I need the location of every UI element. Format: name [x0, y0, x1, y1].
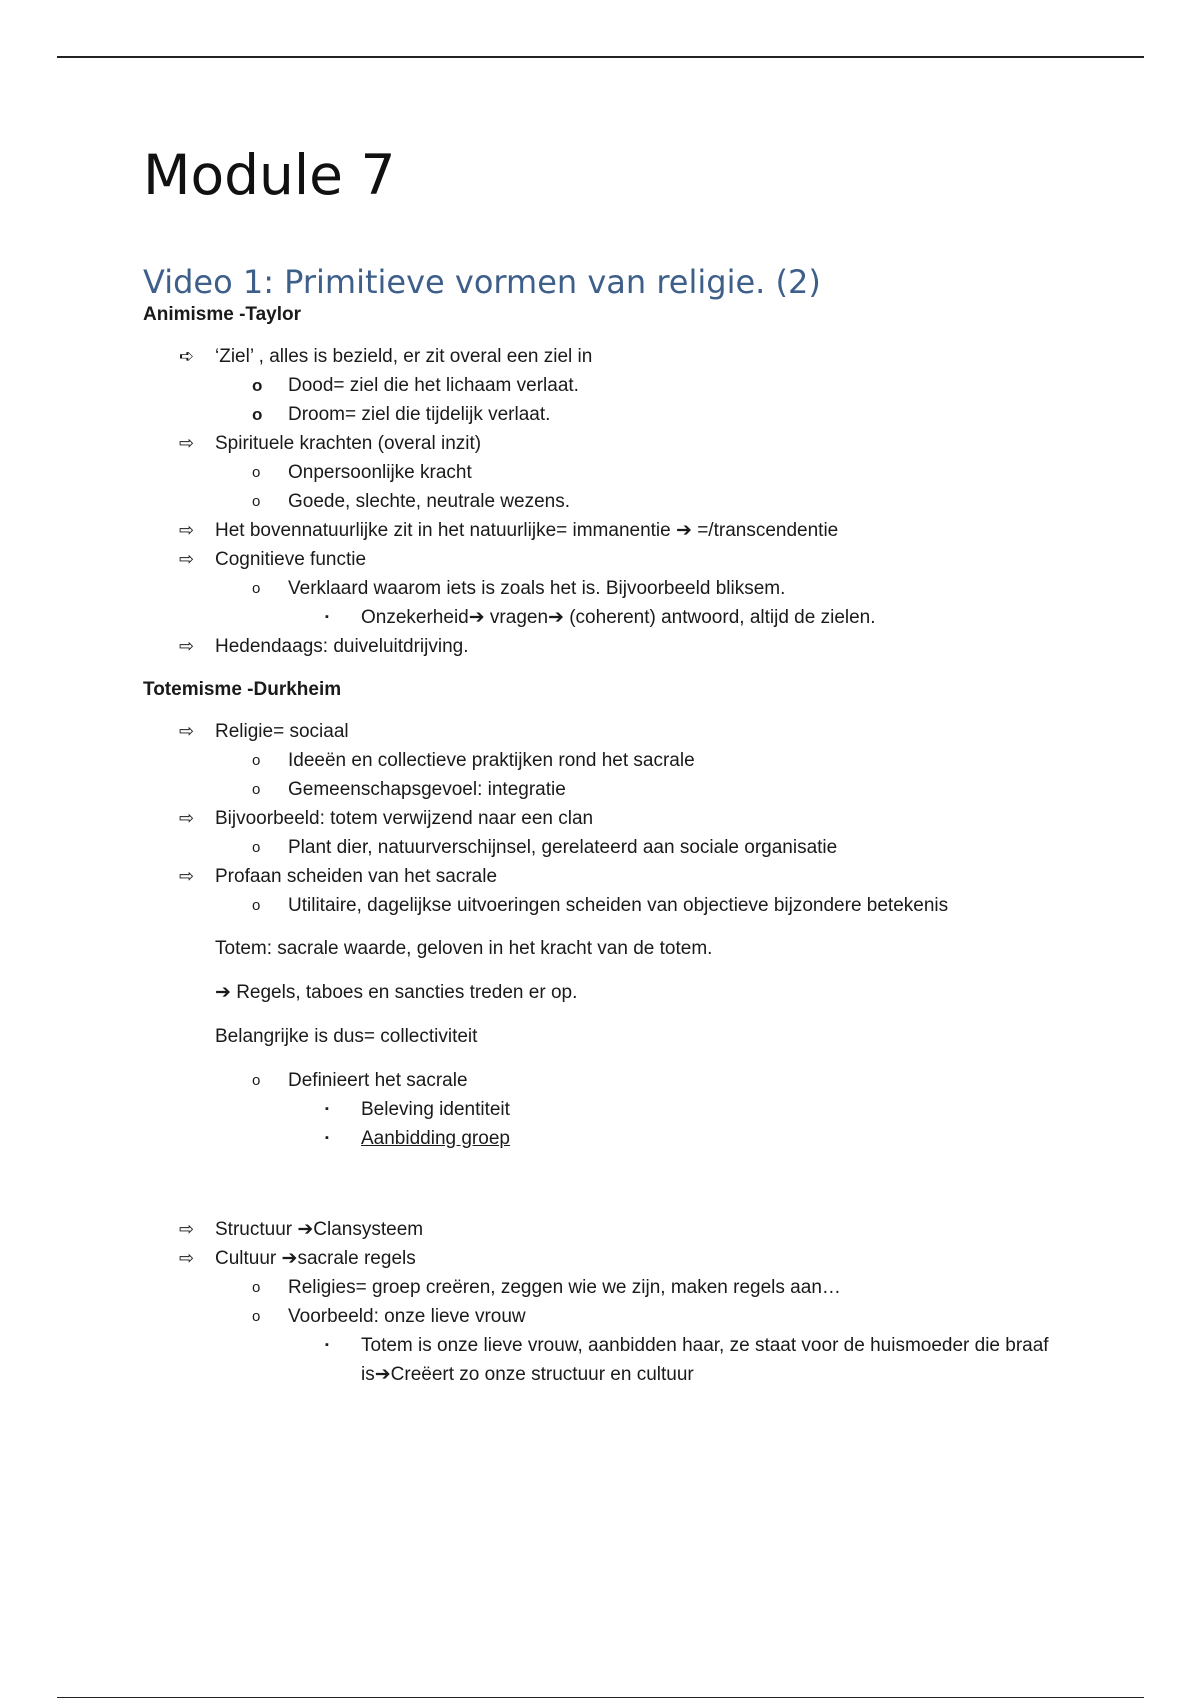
circle-bullet-icon: o [252, 1308, 261, 1325]
list-item: ▪ Onzekerheid➔ vragen➔ (coherent) antwoord, altijd de zielen. [143, 603, 1103, 632]
arrow-bullet-icon: ⇨ [179, 636, 195, 656]
arrow-right-icon: ➔ [468, 607, 485, 628]
list-item: o Plant dier, natuurverschijnsel, gerelateerd aan sociale organisatie [143, 833, 1103, 862]
circle-bullet-icon: o [252, 580, 261, 597]
arrow-right-icon: ➔ [297, 1219, 314, 1240]
list-item: ▪ Aanbidding groep [143, 1124, 1103, 1153]
circle-bullet-icon: o [252, 376, 263, 395]
circle-bullet-icon: o [252, 493, 261, 510]
list-item: ▪ Beleving identiteit [143, 1095, 1103, 1124]
circle-bullet-icon: o [252, 897, 261, 914]
square-bullet-icon: ▪ [325, 1339, 329, 1351]
paragraph: Belangrijke is dus= collectiviteit [215, 1026, 478, 1047]
bottom-rule [57, 1697, 1144, 1698]
arrow-bullet-icon: ⇨ [179, 549, 195, 569]
list-item: ➪ ‘Ziel’ , alles is bezield, er zit overal een ziel in [143, 342, 1103, 371]
list-item: ⇨ Spirituele krachten (overal inzit) [143, 429, 1103, 458]
circle-bullet-icon: o [252, 839, 261, 856]
arrow-bullet-icon: ➪ [179, 346, 195, 366]
list-item: o Onpersoonlijke kracht [143, 458, 1103, 487]
list-item: o Goede, slechte, neutrale wezens. [143, 487, 1103, 516]
arrow-bullet-icon: ⇨ [179, 721, 195, 741]
arrow-right-icon: ➔ [676, 520, 692, 541]
list-item: o Voorbeeld: onze lieve vrouw [143, 1302, 1103, 1331]
arrow-bullet-icon: ⇨ [179, 808, 195, 828]
arrow-bullet-icon: ⇨ [179, 1248, 195, 1268]
square-bullet-icon: ▪ [325, 1132, 329, 1144]
list-item: o Religies= groep creëren, zeggen wie we zijn, maken regels aan… [143, 1273, 1103, 1302]
list-item: o Verklaard waarom iets is zoals het is. Bijvoorbeeld bliksem. [143, 574, 1103, 603]
circle-bullet-icon: o [252, 1279, 261, 1296]
paragraph: Totem: sacrale waarde, geloven in het kracht van de totem. [215, 938, 713, 959]
section-heading: Video 1: Primitieve vormen van religie. (2) [143, 263, 821, 301]
list-item: ⇨ Religie= sociaal [143, 717, 1103, 746]
arrow-right-icon: ➔ [215, 982, 231, 1003]
circle-bullet-icon: o [252, 464, 261, 481]
document-body [143, 140, 1103, 1389]
paragraph: ➔ Regels, taboes en sancties treden er op. [215, 982, 578, 1003]
arrow-bullet-icon: ⇨ [179, 1219, 195, 1239]
arrow-bullet-icon: ⇨ [179, 520, 195, 540]
subheading-animisme: Animisme -Taylor [143, 304, 302, 325]
circle-bullet-icon: o [252, 781, 261, 798]
list-item: ⇨ Hedendaags: duiveluitdrijving. [143, 632, 1103, 661]
square-bullet-icon: ▪ [325, 1103, 329, 1115]
list-item: ⇨ Cultuur ➔sacrale regels [143, 1244, 1103, 1273]
list-item: ⇨ Cognitieve functie [143, 545, 1103, 574]
square-bullet-icon: ▪ [325, 611, 329, 623]
list-item: ⇨ Bijvoorbeeld: totem verwijzend naar een clan [143, 804, 1103, 833]
list-item: o Utilitaire, dagelijkse uitvoeringen scheiden van objectieve bijzondere betekenis [143, 891, 1103, 920]
circle-bullet-icon: o [252, 405, 263, 424]
arrow-right-icon: ➔ [374, 1364, 391, 1385]
list-item: o Droom= ziel die tijdelijk verlaat. [143, 400, 1103, 429]
page-title: Module 7 [143, 143, 396, 207]
list-item: o Gemeenschapsgevoel: integratie [143, 775, 1103, 804]
list-item: o Dood= ziel die het lichaam verlaat. [143, 371, 1103, 400]
list-item: ⇨ Profaan scheiden van het sacrale [143, 862, 1103, 891]
arrow-bullet-icon: ⇨ [179, 866, 195, 886]
circle-bullet-icon: o [252, 752, 261, 769]
list-item: o Definieert het sacrale [143, 1066, 1103, 1095]
list-item: ⇨ Het bovennatuurlijke zit in het natuurlijke= immanentie ➔ =/transcendentie [143, 516, 1103, 545]
list-item: ▪ Totem is onze lieve vrouw, aanbidden haar, ze staat voor de huismoeder die braaf is➔Creëert zo onze structuur en cultuur [143, 1331, 1061, 1389]
arrow-right-icon: ➔ [281, 1248, 298, 1269]
subheading-totemisme: Totemisme -Durkheim [143, 679, 342, 700]
arrow-right-icon: ➔ [548, 607, 564, 628]
list-item: ⇨ Structuur ➔Clansysteem [143, 1215, 1103, 1244]
top-rule [57, 56, 1144, 58]
circle-bullet-icon: o [252, 1072, 261, 1089]
arrow-bullet-icon: ⇨ [179, 433, 195, 453]
list-item: o Ideeën en collectieve praktijken rond het sacrale [143, 746, 1103, 775]
